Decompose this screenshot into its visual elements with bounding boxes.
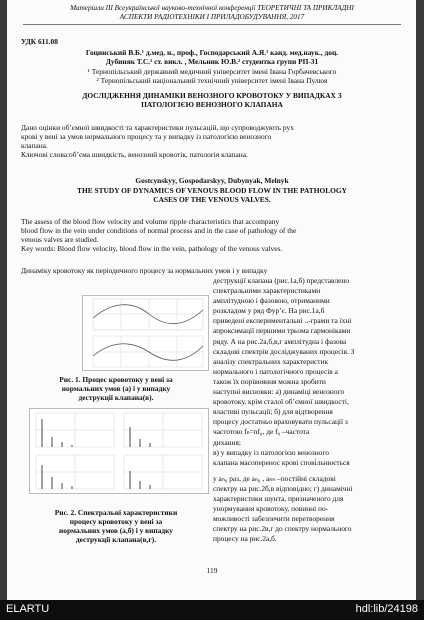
body-line: процесу на рис.2а,б. xyxy=(213,534,277,544)
figure-2-caption xyxy=(21,508,211,544)
abstract-ua-line-3: клапана. xyxy=(21,141,48,150)
figure-1-caption xyxy=(21,375,211,402)
authors-ua-line-2: Дубиняк Т.С.² ст. викл. , Мельник Ю.В.² студентка групи РП-31 xyxy=(105,57,319,66)
title-en-line-2: CASES OF THE VENOUS VALVES. xyxy=(153,195,271,204)
figure-2-plots xyxy=(29,408,209,494)
figure-2-caption-line-3: нормальних умов (а,б) і у випадку xyxy=(59,526,173,535)
conference-header xyxy=(27,4,397,21)
body-line: властиві пульсації; б) для відтворення xyxy=(213,407,333,417)
title-ua-line-1: ДОСЛІДЖЕННЯ ДИНАМІКИ ВЕНОЗНОГО КРОВОТОКУ У ВИПАДКАХ З xyxy=(82,91,342,100)
abstract-ua xyxy=(21,123,405,159)
figure-1-svg xyxy=(83,296,208,370)
keywords-ua: Ключові слова:об’єма швидкість, венозний кровотік, патологія клапана. xyxy=(21,150,248,159)
body-line: у aₙ₀ раз, де aₙ₀ , aₙₙ –постійні складові xyxy=(213,473,336,483)
body-line: спектру на рис.2в,г до спектру нормального xyxy=(213,524,352,534)
udk-code: УДК 611.08 xyxy=(21,37,58,46)
figure-2-caption-line-1: Рис. 2. Спектральні характеристики xyxy=(54,508,178,517)
body-line: деструкції клапана (рис.1а,б) представлено xyxy=(213,276,350,285)
page-number: 119 xyxy=(206,566,218,575)
body-line: характеристики шунта, призначеного для xyxy=(213,493,344,503)
title-en-line-1: THE STUDY OF DYNAMICS OF VENOUS BLOOD FLOW IN THE PATHOLOGY xyxy=(77,186,347,195)
authors-ua-line-1: Гоцинський В.Б.¹ д.мед. н., проф., Господарський А.Я.¹ канд. мед.наук., доц. xyxy=(85,48,339,57)
body-line: розкладом у ряд Фур’є. На рис.1а,б xyxy=(213,306,325,316)
body-line: спектральними характеристиками xyxy=(213,286,321,296)
body-line: також їх порівняння можна зробити xyxy=(213,376,326,386)
body-line: частотою fₙ=nf₀, де f₀ –частота xyxy=(213,427,310,437)
header-divider xyxy=(23,24,401,25)
body-line: дихання; xyxy=(213,437,241,447)
header-line-1: Матеріали ІІІ Всеукраїнської науково-технічної конференції ТЕОРЕТИЧНІ ТА ПРИКЛАДНІ xyxy=(70,4,354,12)
body-right-column xyxy=(213,276,403,544)
body-line: в) у випадку із патологією венозного xyxy=(213,447,329,457)
title-ua-line-2: ПАТОЛОГІЄЮ ВЕНОЗНОГО КЛАПАНА xyxy=(141,100,283,109)
affiliation-1: ¹ Тернопільський державний медичний університет імені Івана Горбачевського xyxy=(87,67,337,76)
abstract-en-line-1: The assess of the blood flow velocity and volume ripple characteristics that accompany xyxy=(21,217,280,226)
figure-1-caption-line-3: деструкції клапана(в). xyxy=(78,393,154,402)
body-line: спектру на рис.2б,в відповідно; г) динамічні xyxy=(213,483,353,493)
body-line: ряду. А на рис.2а,б,в,г амплітудна і фазова xyxy=(213,336,347,346)
body-line: приведені експериментальні ..-грами та їхні xyxy=(213,316,352,326)
figure-2-svg xyxy=(30,409,208,493)
body-line: нормального і патологічного процесів а xyxy=(213,366,338,376)
figure-2-caption-line-2: процесу кровотоку у вені за xyxy=(69,517,163,526)
footer-handle[interactable]: hdl:lib/24198 xyxy=(355,603,418,615)
authors-ua xyxy=(21,48,403,66)
footer-repository-name: ELARTU xyxy=(6,603,50,615)
body-lead-line: Динаміку кровотоку як періодичного процесу за нормальних умов і у випадку xyxy=(21,266,268,275)
body-line: наступні висновки: а) динаміці венозного xyxy=(213,387,345,397)
body-line: процесу достатньо враховувати пульсації з xyxy=(213,417,348,427)
figure-2-caption-line-4: деструкції клапана(в,г). xyxy=(75,535,157,544)
title-ua xyxy=(21,91,403,109)
document-page xyxy=(7,0,416,600)
body-line: клапана масоперенос крові спові́льнюється xyxy=(213,457,350,467)
body-line: апроксимації першими трьома гармоніками xyxy=(213,326,351,336)
body-line: складові спектрів досліджуваних процесів. З xyxy=(213,346,355,356)
body-line: аналізу спектральних характеристик xyxy=(213,356,329,366)
body-line: кровотоку, крім сталої об’ємної швидкості, xyxy=(213,397,349,407)
keywords-en: Key words: Blood flow velocity, blood flow in the vein, pathology of the venous valves. xyxy=(21,244,283,253)
body-line: можливості забезпечити перетворення xyxy=(213,514,335,524)
affiliation-2: ² Тернопільський національний технічний університет імені Івана Пулюя xyxy=(96,76,328,85)
figure-1-caption-line-1: Рис. 1. Процес кровотоку у вені за xyxy=(59,375,173,384)
footer-bar xyxy=(0,600,424,620)
header-line-2: АСПЕКТИ РАДІОТЕХНІКИ І ПРИЛАДОБУДУВАННЯ, 2017 xyxy=(119,12,305,21)
figure-1-caption-line-2: нормальних умов (а) і у випадку xyxy=(61,384,171,393)
affiliations xyxy=(21,67,403,85)
body-line: унормування кровотоку, повинні по- xyxy=(213,504,329,514)
abstract-ua-line-2: крові у вені за умов нормального процесу та у випадку із патологією венозного xyxy=(21,132,272,141)
abstract-en-line-2: blood flow in the vein under conditions of normal process and in the case of pathology of the xyxy=(21,226,297,235)
title-en xyxy=(21,186,403,204)
abstract-en-line-3: venous valves are studied. xyxy=(21,235,99,244)
figure-1-plots xyxy=(82,295,209,371)
body-line: амплітудною і фазовою, отриманими xyxy=(213,296,330,306)
abstract-ua-line-1: Дано оцінки об’ємної швидкості та характеристики пульсацій, що супроводжують рух xyxy=(21,123,294,132)
abstract-en xyxy=(21,217,405,253)
authors-en: Gostcynskyy, Gospodarskyy, Dubynyak, Melnyk xyxy=(135,176,289,185)
